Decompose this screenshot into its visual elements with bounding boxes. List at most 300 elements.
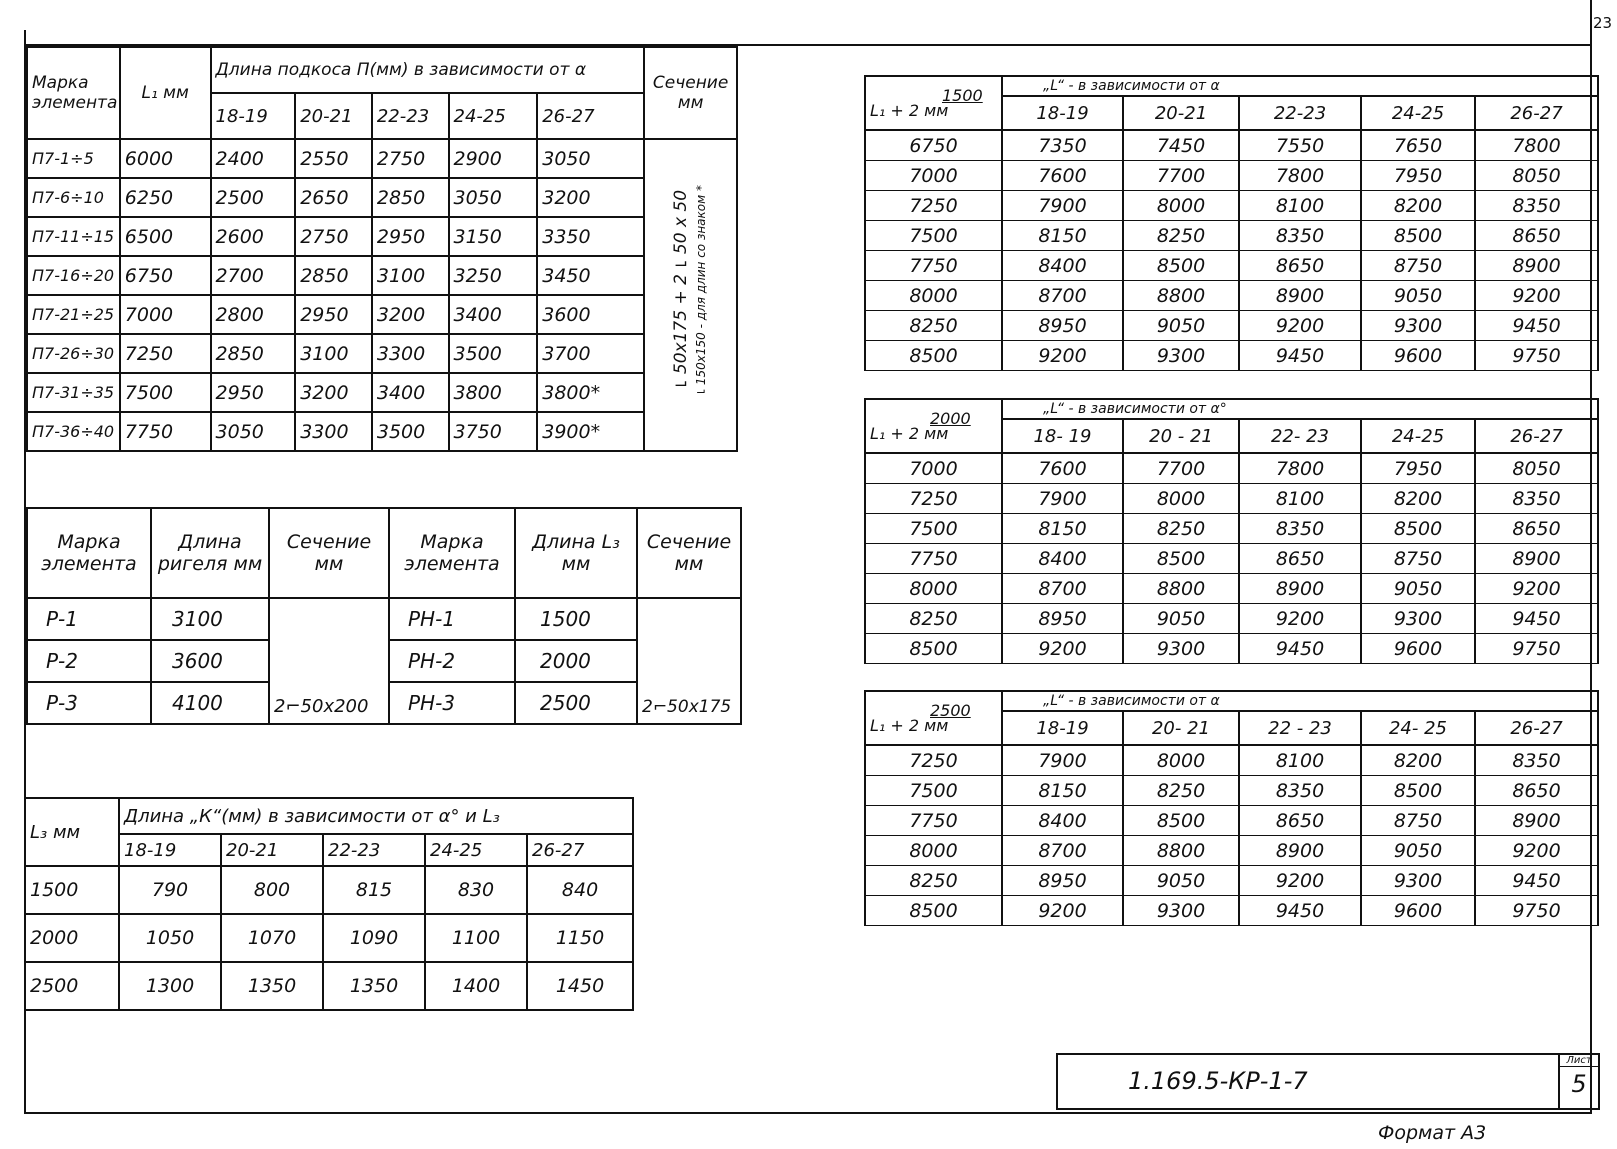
value-cell: 3050 bbox=[211, 412, 296, 451]
mark-cell: П7-21÷25 bbox=[27, 295, 120, 334]
key-cell: 7000 bbox=[865, 161, 1002, 191]
L1-cell: 6000 bbox=[120, 139, 211, 178]
head-formula-cell bbox=[865, 399, 1002, 453]
value-cell: 9450 bbox=[1475, 311, 1598, 341]
head-numerator: 1500 bbox=[942, 86, 983, 105]
value-cell: 1300 bbox=[119, 962, 221, 1010]
value-cell: 2850 bbox=[295, 256, 372, 295]
mark-cell: П7-26÷30 bbox=[27, 334, 120, 373]
L1-cell: 6500 bbox=[120, 217, 211, 256]
table-row bbox=[865, 574, 1598, 604]
value-cell: 2850 bbox=[211, 334, 296, 373]
value-cell: 1450 bbox=[527, 962, 633, 1010]
mark-cell: Р-2 bbox=[27, 640, 151, 682]
value-cell: 2950 bbox=[211, 373, 296, 412]
angle-header: 18-19 bbox=[1002, 96, 1123, 130]
value-cell: 9600 bbox=[1361, 896, 1475, 926]
value-cell: 8350 bbox=[1239, 514, 1361, 544]
angle-header: 20- 21 bbox=[1123, 711, 1239, 745]
value-cell: 8900 bbox=[1475, 251, 1598, 281]
value-cell: 3500 bbox=[372, 412, 449, 451]
value-cell: 9200 bbox=[1239, 866, 1361, 896]
L3-cell: 1500 bbox=[25, 866, 119, 914]
header-k-length: Длина „К“(мм) в зависимости от α° и L₃ bbox=[119, 798, 633, 834]
value-cell: 840 bbox=[527, 866, 633, 914]
drawing-code: 1.169.5-КР-1-7 bbox=[1128, 1067, 1308, 1095]
value-cell: 7550 bbox=[1239, 130, 1361, 161]
l-table-1500 bbox=[864, 75, 1599, 371]
value-cell: 3400 bbox=[449, 295, 538, 334]
table-row bbox=[27, 178, 737, 217]
value-cell: 1350 bbox=[323, 962, 425, 1010]
value-cell: 3200 bbox=[295, 373, 372, 412]
mark-cell: П7-31÷35 bbox=[27, 373, 120, 412]
value-cell: 3050 bbox=[537, 139, 644, 178]
mark-cell: П7-36÷40 bbox=[27, 412, 120, 451]
value-cell: 9750 bbox=[1475, 896, 1598, 926]
sheet-box bbox=[1558, 1055, 1598, 1108]
angle-header: 26-27 bbox=[537, 93, 644, 139]
value-cell: 9300 bbox=[1123, 341, 1239, 371]
section-text: ⌐50x175 + 2⌐50 x 50 bbox=[670, 190, 691, 395]
value-cell: 8800 bbox=[1123, 836, 1239, 866]
value-cell: 8500 bbox=[1123, 251, 1239, 281]
section-note: ⌐150x150 - для длин со знаком * bbox=[693, 185, 708, 400]
angle-header: 20-21 bbox=[295, 93, 372, 139]
value-cell: 9050 bbox=[1123, 604, 1239, 634]
value-cell: 9450 bbox=[1475, 604, 1598, 634]
mark-cell: Р-3 bbox=[27, 682, 151, 724]
value-cell: 9600 bbox=[1361, 634, 1475, 664]
value-cell: 8750 bbox=[1361, 251, 1475, 281]
value-cell: 2700 bbox=[211, 256, 296, 295]
L1-cell: 7750 bbox=[120, 412, 211, 451]
value-cell: 7600 bbox=[1002, 161, 1123, 191]
table-row bbox=[25, 962, 633, 1010]
angle-header: 20 - 21 bbox=[1123, 419, 1239, 453]
key-cell: 8500 bbox=[865, 634, 1002, 664]
value-cell: 3050 bbox=[449, 178, 538, 217]
value-cell: 8500 bbox=[1361, 776, 1475, 806]
value-cell: 7450 bbox=[1123, 130, 1239, 161]
key-cell: 7250 bbox=[865, 191, 1002, 221]
value-cell: 8650 bbox=[1239, 544, 1361, 574]
L1-cell: 7500 bbox=[120, 373, 211, 412]
angle-header: 26-27 bbox=[1475, 419, 1598, 453]
value-cell: 8700 bbox=[1002, 574, 1123, 604]
value-cell: 9200 bbox=[1002, 341, 1123, 371]
table-row bbox=[865, 191, 1598, 221]
value-cell: 8200 bbox=[1361, 745, 1475, 776]
L3-cell: 2500 bbox=[25, 962, 119, 1010]
angle-header: 22-23 bbox=[372, 93, 449, 139]
value-cell: 7900 bbox=[1002, 191, 1123, 221]
sheet-label: Лист bbox=[1560, 1055, 1598, 1067]
value-cell: 9450 bbox=[1239, 896, 1361, 926]
key-cell: 6750 bbox=[865, 130, 1002, 161]
value-cell: 9050 bbox=[1361, 836, 1475, 866]
table-row bbox=[865, 341, 1598, 371]
key-cell: 8500 bbox=[865, 341, 1002, 371]
value-cell: 790 bbox=[119, 866, 221, 914]
value-cell: 8400 bbox=[1002, 544, 1123, 574]
table-row bbox=[27, 139, 737, 178]
value-cell: 8350 bbox=[1475, 484, 1598, 514]
mark-cell: П7-11÷15 bbox=[27, 217, 120, 256]
key-cell: 7250 bbox=[865, 745, 1002, 776]
table-row bbox=[27, 334, 737, 373]
table-row bbox=[27, 412, 737, 451]
value-cell: 2600 bbox=[211, 217, 296, 256]
value-cell: 8500 bbox=[1123, 806, 1239, 836]
group-header: „L“ - в зависимости от α bbox=[1002, 691, 1598, 711]
key-cell: 7250 bbox=[865, 484, 1002, 514]
header-mark-2: Марка элемента bbox=[389, 508, 515, 598]
value-cell: 8650 bbox=[1475, 776, 1598, 806]
value-cell: 9300 bbox=[1123, 896, 1239, 926]
value-cell: 9200 bbox=[1475, 836, 1598, 866]
value-cell: 8200 bbox=[1361, 484, 1475, 514]
value-cell: 8900 bbox=[1239, 836, 1361, 866]
value-cell: 8700 bbox=[1002, 836, 1123, 866]
value-cell: 3100 bbox=[295, 334, 372, 373]
value-cell: 9050 bbox=[1123, 866, 1239, 896]
value-cell: 7600 bbox=[1002, 453, 1123, 484]
mark-cell: П7-1÷5 bbox=[27, 139, 120, 178]
value-cell: 1100 bbox=[425, 914, 527, 962]
value-cell: 8500 bbox=[1361, 221, 1475, 251]
value-cell: 7800 bbox=[1239, 161, 1361, 191]
length-cell: 3100 bbox=[151, 598, 269, 640]
value-cell: 8650 bbox=[1475, 514, 1598, 544]
value-cell: 7950 bbox=[1361, 453, 1475, 484]
angle-header: 22- 23 bbox=[1239, 419, 1361, 453]
value-cell: 3300 bbox=[372, 334, 449, 373]
value-cell: 3700 bbox=[537, 334, 644, 373]
table-row bbox=[27, 598, 741, 640]
table-row bbox=[865, 311, 1598, 341]
header-mark: Марка элемента bbox=[27, 508, 151, 598]
value-cell: 8350 bbox=[1239, 776, 1361, 806]
table-row bbox=[25, 866, 633, 914]
value-cell: 800 bbox=[221, 866, 323, 914]
value-cell: 8650 bbox=[1239, 251, 1361, 281]
value-cell: 9600 bbox=[1361, 341, 1475, 371]
value-cell: 3600 bbox=[537, 295, 644, 334]
table-row bbox=[865, 896, 1598, 926]
value-cell: 8500 bbox=[1361, 514, 1475, 544]
angle-header: 24- 25 bbox=[1361, 711, 1475, 745]
value-cell: 8350 bbox=[1239, 221, 1361, 251]
value-cell: 8050 bbox=[1475, 453, 1598, 484]
table-row bbox=[865, 221, 1598, 251]
value-cell: 8800 bbox=[1123, 574, 1239, 604]
head-numerator: 2000 bbox=[930, 409, 971, 428]
value-cell: 7700 bbox=[1123, 453, 1239, 484]
key-cell: 8500 bbox=[865, 896, 1002, 926]
value-cell: 1050 bbox=[119, 914, 221, 962]
table-row bbox=[27, 373, 737, 412]
value-cell: 2850 bbox=[372, 178, 449, 217]
value-cell: 2750 bbox=[295, 217, 372, 256]
value-cell: 9200 bbox=[1475, 574, 1598, 604]
value-cell: 3250 bbox=[449, 256, 538, 295]
value-cell: 2950 bbox=[295, 295, 372, 334]
value-cell: 7950 bbox=[1361, 161, 1475, 191]
angle-header: 22 - 23 bbox=[1239, 711, 1361, 745]
mark2-cell: РН-3 bbox=[389, 682, 515, 724]
value-cell: 3200 bbox=[372, 295, 449, 334]
value-cell: 9200 bbox=[1475, 281, 1598, 311]
key-cell: 8000 bbox=[865, 836, 1002, 866]
value-cell: 8250 bbox=[1123, 514, 1239, 544]
table-row bbox=[865, 866, 1598, 896]
value-cell: 9050 bbox=[1361, 574, 1475, 604]
value-cell: 8150 bbox=[1002, 514, 1123, 544]
value-cell: 9750 bbox=[1475, 634, 1598, 664]
value-cell: 8700 bbox=[1002, 281, 1123, 311]
table-row bbox=[865, 604, 1598, 634]
value-cell: 8150 bbox=[1002, 776, 1123, 806]
table-row bbox=[865, 836, 1598, 866]
L3-cell: 2000 bbox=[25, 914, 119, 962]
key-cell: 8000 bbox=[865, 574, 1002, 604]
value-cell: 8350 bbox=[1475, 745, 1598, 776]
value-cell: 1400 bbox=[425, 962, 527, 1010]
angle-header: 26-27 bbox=[527, 834, 633, 866]
header-section: Сечение мм bbox=[269, 508, 389, 598]
key-cell: 8000 bbox=[865, 281, 1002, 311]
value-cell: 8950 bbox=[1002, 604, 1123, 634]
head-formula: L₁ + 2 мм bbox=[870, 716, 949, 735]
value-cell: 3500 bbox=[449, 334, 538, 373]
angle-header: 20-21 bbox=[1123, 96, 1239, 130]
table-row bbox=[865, 776, 1598, 806]
table-row bbox=[27, 217, 737, 256]
header-section-2: Сечение мм bbox=[637, 508, 741, 598]
value-cell: 7900 bbox=[1002, 484, 1123, 514]
value-cell: 3350 bbox=[537, 217, 644, 256]
value-cell: 8100 bbox=[1239, 745, 1361, 776]
angle-header: 22-23 bbox=[1239, 96, 1361, 130]
L3-cell: 2500 bbox=[515, 682, 637, 724]
value-cell: 9200 bbox=[1239, 311, 1361, 341]
table-row bbox=[27, 295, 737, 334]
angle-header: 26-27 bbox=[1475, 711, 1598, 745]
header-beam-length: Длина ригеля мм bbox=[151, 508, 269, 598]
table-row bbox=[865, 745, 1598, 776]
value-cell: 3200 bbox=[537, 178, 644, 217]
value-cell: 815 bbox=[323, 866, 425, 914]
key-cell: 7000 bbox=[865, 453, 1002, 484]
angle-header: 26-27 bbox=[1475, 96, 1598, 130]
value-cell: 8400 bbox=[1002, 251, 1123, 281]
angle-header: 24-25 bbox=[1361, 419, 1475, 453]
key-cell: 7500 bbox=[865, 221, 1002, 251]
value-cell: 9300 bbox=[1123, 634, 1239, 664]
key-cell: 7750 bbox=[865, 806, 1002, 836]
L1-cell: 6750 bbox=[120, 256, 211, 295]
value-cell: 9450 bbox=[1475, 866, 1598, 896]
value-cell: 8200 bbox=[1361, 191, 1475, 221]
value-cell: 1090 bbox=[323, 914, 425, 962]
header-L3: Длина L₃ мм bbox=[515, 508, 637, 598]
section-text-wrap bbox=[671, 185, 711, 399]
value-cell: 8750 bbox=[1361, 806, 1475, 836]
section-cell: 2⌐50x200 bbox=[269, 598, 389, 724]
l-table-2000 bbox=[864, 398, 1599, 664]
angle-header: 18-19 bbox=[119, 834, 221, 866]
key-cell: 7500 bbox=[865, 514, 1002, 544]
value-cell: 9200 bbox=[1002, 896, 1123, 926]
section-cell-2: 2⌐50x175 bbox=[637, 598, 741, 724]
L3-cell: 2000 bbox=[515, 640, 637, 682]
value-cell: 8100 bbox=[1239, 484, 1361, 514]
value-cell: 9050 bbox=[1361, 281, 1475, 311]
table-row bbox=[865, 281, 1598, 311]
value-cell: 8250 bbox=[1123, 776, 1239, 806]
value-cell: 9200 bbox=[1239, 604, 1361, 634]
angle-header: 20-21 bbox=[221, 834, 323, 866]
key-cell: 8250 bbox=[865, 311, 1002, 341]
table-row bbox=[25, 914, 633, 962]
value-cell: 7650 bbox=[1361, 130, 1475, 161]
value-cell: 8350 bbox=[1475, 191, 1598, 221]
value-cell: 3800 bbox=[449, 373, 538, 412]
mark-cell: П7-16÷20 bbox=[27, 256, 120, 295]
value-cell: 8000 bbox=[1123, 191, 1239, 221]
mark2-cell: РН-1 bbox=[389, 598, 515, 640]
value-cell: 2800 bbox=[211, 295, 296, 334]
brace-length-table bbox=[26, 46, 738, 452]
page-number: 23 bbox=[1593, 14, 1613, 32]
value-cell: 2950 bbox=[372, 217, 449, 256]
value-cell: 8950 bbox=[1002, 866, 1123, 896]
value-cell: 9200 bbox=[1002, 634, 1123, 664]
value-cell: 2400 bbox=[211, 139, 296, 178]
value-cell: 7350 bbox=[1002, 130, 1123, 161]
value-cell: 3450 bbox=[537, 256, 644, 295]
value-cell: 2650 bbox=[295, 178, 372, 217]
l-table-2500 bbox=[864, 690, 1599, 926]
header-L1: L₁ мм bbox=[120, 47, 211, 139]
angle-header: 18-19 bbox=[1002, 711, 1123, 745]
value-cell: 9450 bbox=[1239, 634, 1361, 664]
key-cell: 7750 bbox=[865, 251, 1002, 281]
L3-cell: 1500 bbox=[515, 598, 637, 640]
beam-table bbox=[26, 507, 742, 725]
table-row bbox=[865, 544, 1598, 574]
L1-cell: 7000 bbox=[120, 295, 211, 334]
table-row bbox=[865, 484, 1598, 514]
value-cell: 8900 bbox=[1475, 806, 1598, 836]
head-formula-cell bbox=[865, 691, 1002, 745]
value-cell: 2900 bbox=[449, 139, 538, 178]
key-cell: 8250 bbox=[865, 604, 1002, 634]
value-cell: 7800 bbox=[1239, 453, 1361, 484]
value-cell: 9300 bbox=[1361, 604, 1475, 634]
value-cell: 3400 bbox=[372, 373, 449, 412]
value-cell: 8150 bbox=[1002, 221, 1123, 251]
value-cell: 8250 bbox=[1123, 221, 1239, 251]
value-cell: 1070 bbox=[221, 914, 323, 962]
section-cell bbox=[644, 139, 737, 451]
key-cell: 7500 bbox=[865, 776, 1002, 806]
group-header: „L“ - в зависимости от α° bbox=[1002, 399, 1598, 419]
angle-header: 18-19 bbox=[211, 93, 296, 139]
value-cell: 2550 bbox=[295, 139, 372, 178]
L1-cell: 6250 bbox=[120, 178, 211, 217]
angle-header: 22-23 bbox=[323, 834, 425, 866]
angle-header: 24-25 bbox=[1361, 96, 1475, 130]
value-cell: 9300 bbox=[1361, 866, 1475, 896]
mark-cell: П7-6÷10 bbox=[27, 178, 120, 217]
value-cell: 3900* bbox=[537, 412, 644, 451]
value-cell: 8650 bbox=[1475, 221, 1598, 251]
angle-header: 24-25 bbox=[425, 834, 527, 866]
value-cell: 8000 bbox=[1123, 484, 1239, 514]
value-cell: 8050 bbox=[1475, 161, 1598, 191]
value-cell: 7900 bbox=[1002, 745, 1123, 776]
value-cell: 8950 bbox=[1002, 311, 1123, 341]
value-cell: 7800 bbox=[1475, 130, 1598, 161]
value-cell: 8000 bbox=[1123, 745, 1239, 776]
head-formula: L₁ + 2 мм bbox=[870, 424, 949, 443]
value-cell: 8750 bbox=[1361, 544, 1475, 574]
mark2-cell: РН-2 bbox=[389, 640, 515, 682]
table-row bbox=[865, 130, 1598, 161]
value-cell: 1150 bbox=[527, 914, 633, 962]
key-cell: 8250 bbox=[865, 866, 1002, 896]
value-cell: 8400 bbox=[1002, 806, 1123, 836]
table-row bbox=[865, 806, 1598, 836]
table-row bbox=[865, 453, 1598, 484]
title-block bbox=[1056, 1053, 1600, 1110]
value-cell: 8800 bbox=[1123, 281, 1239, 311]
head-formula: L₁ + 2 мм bbox=[870, 101, 949, 120]
value-cell: 9450 bbox=[1239, 341, 1361, 371]
table-row bbox=[27, 256, 737, 295]
value-cell: 1350 bbox=[221, 962, 323, 1010]
frame-bottom-line bbox=[24, 1112, 1592, 1114]
value-cell: 3150 bbox=[449, 217, 538, 256]
sheet-number: 5 bbox=[1571, 1070, 1587, 1098]
table-row bbox=[865, 251, 1598, 281]
head-numerator: 2500 bbox=[930, 701, 971, 720]
value-cell: 8500 bbox=[1123, 544, 1239, 574]
value-cell: 2750 bbox=[372, 139, 449, 178]
group-header: „L“ - в зависимости от α bbox=[1002, 76, 1598, 96]
table-row bbox=[865, 514, 1598, 544]
value-cell: 830 bbox=[425, 866, 527, 914]
header-brace-length: Длина подкоса П(мм) в зависимости от α bbox=[211, 47, 645, 93]
value-cell: 9750 bbox=[1475, 341, 1598, 371]
header-mark: Марка элемента bbox=[27, 47, 120, 139]
value-cell: 8100 bbox=[1239, 191, 1361, 221]
value-cell: 8900 bbox=[1239, 281, 1361, 311]
angle-header: 18- 19 bbox=[1002, 419, 1123, 453]
value-cell: 8650 bbox=[1239, 806, 1361, 836]
value-cell: 8900 bbox=[1239, 574, 1361, 604]
value-cell: 9300 bbox=[1361, 311, 1475, 341]
mark-cell: Р-1 bbox=[27, 598, 151, 640]
value-cell: 3800* bbox=[537, 373, 644, 412]
k-length-table bbox=[24, 797, 634, 1011]
table-row bbox=[865, 634, 1598, 664]
value-cell: 8900 bbox=[1475, 544, 1598, 574]
value-cell: 3100 bbox=[372, 256, 449, 295]
L1-cell: 7250 bbox=[120, 334, 211, 373]
